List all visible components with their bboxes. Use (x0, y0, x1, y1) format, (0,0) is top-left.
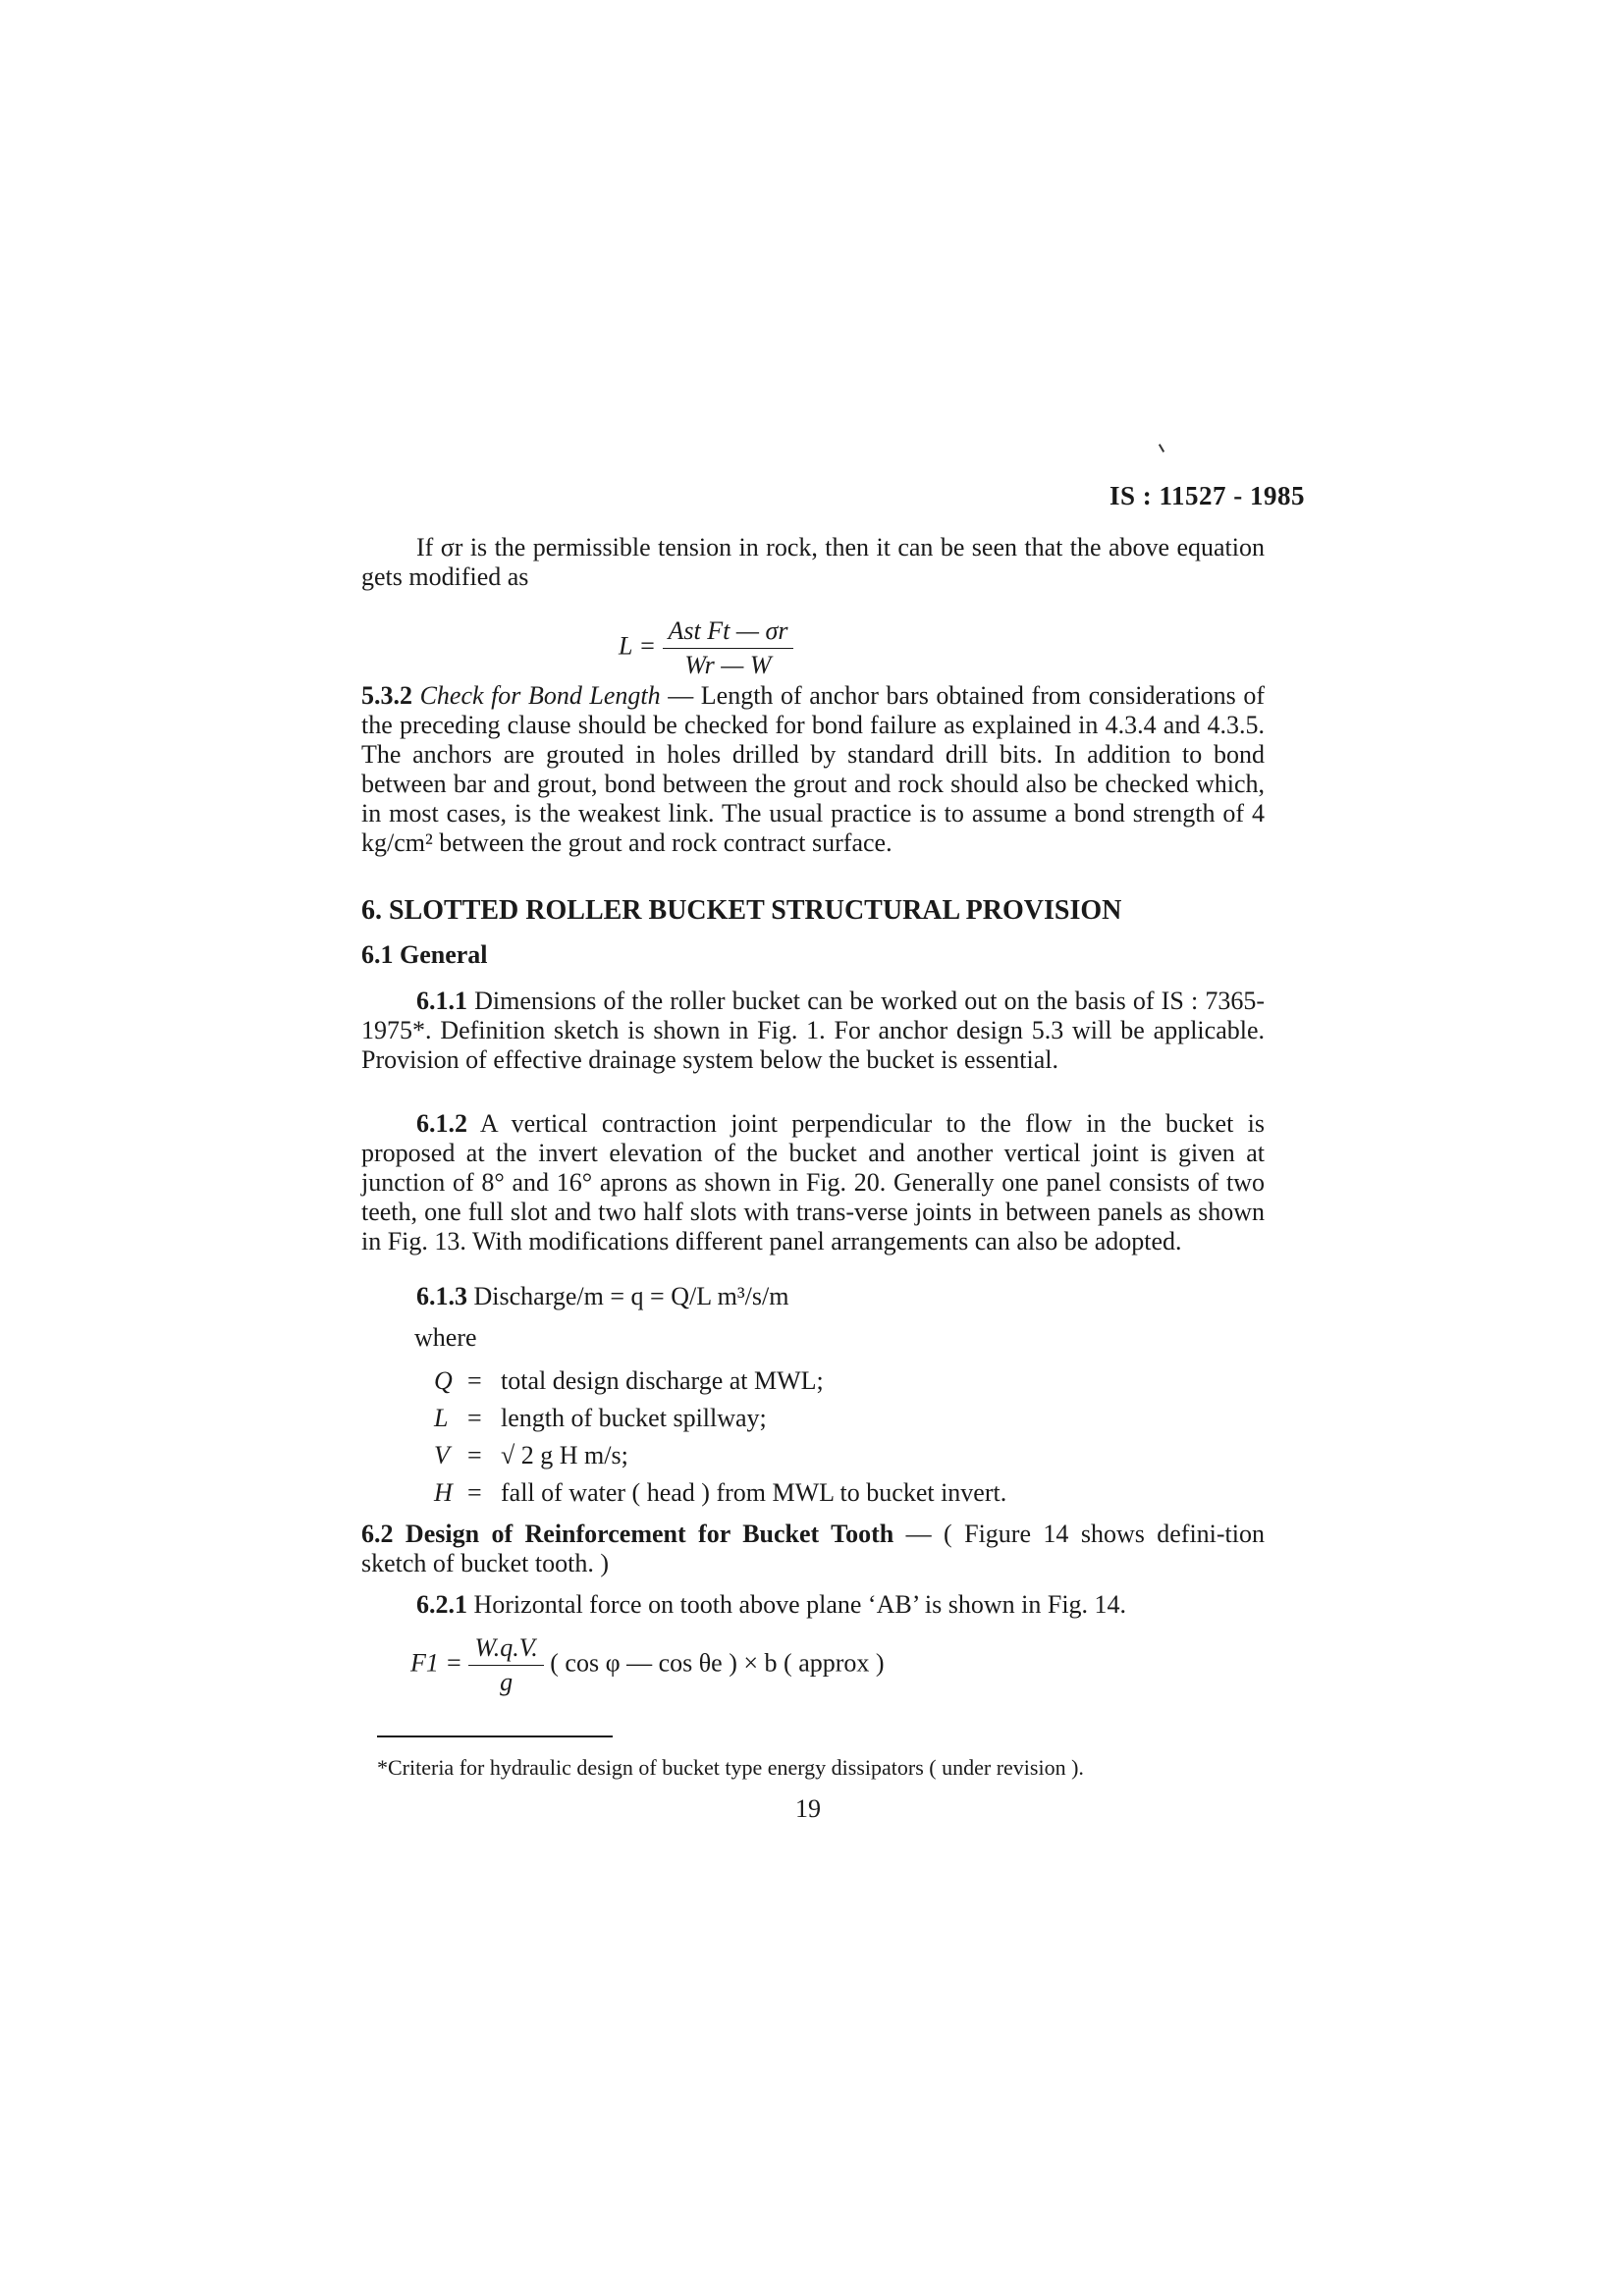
equation-L-numerator: Ast Ft — σr (663, 616, 794, 649)
definition-equals: = (467, 1478, 482, 1507)
section-6-heading: 6. SLOTTED ROLLER BUCKET STRUCTURAL PROVISION (361, 895, 1122, 926)
section-title: Check for Bond Length (419, 681, 661, 710)
scan-mark (1159, 444, 1164, 453)
equation-F1-rest: ( cos φ — cos θe ) × b ( approx ) (550, 1648, 885, 1678)
definition-description: fall of water ( head ) from MWL to bucket invert. (501, 1478, 1007, 1507)
definition-equals: = (467, 1404, 482, 1432)
definition-row (434, 1362, 1006, 1400)
section-number: 6.2.1 (416, 1590, 467, 1619)
definition-symbol: V (434, 1441, 450, 1469)
page-number: 19 (795, 1794, 821, 1823)
footnote: *Criteria for hydraulic design of bucket type energy dissipators ( under revision ). (377, 1755, 1084, 1780)
where-label (414, 1323, 611, 1353)
section-6-1-3 (361, 1282, 1265, 1311)
section-number: 6.1.1 (416, 987, 467, 1015)
definition-row (434, 1437, 1006, 1474)
equation-L-lhs: L = (619, 631, 657, 661)
section-6-1-heading: 6.1 General (361, 940, 488, 969)
section-text: A vertical contraction joint perpendicular to the flow in the bucket is proposed at the invert elevation of the bucket and another vertical joint is given at junction of 8° and 16° aprons as shown in Fig. 20. Generally one panel consists of two teeth, one full slot and two half slots with trans-verse joints in between panels as shown in Fig. 13. With modifications different panel arrangements can also be adopted. (361, 1109, 1265, 1255)
where-text: where (414, 1323, 477, 1352)
section-text: — ( Figure 14 shows defini-tion sketch of bucket tooth. ) (361, 1520, 1265, 1577)
section-6-1-2 (361, 1109, 1265, 1256)
definition-symbol: H (434, 1478, 453, 1507)
equation-L-fraction (663, 616, 794, 680)
section-text: Discharge/m = q = Q/L m³/s/m (467, 1282, 789, 1310)
definition-equals: = (467, 1441, 482, 1469)
section-text: Dimensions of the roller bucket can be worked out on the basis of IS : 7365-1975*. Definition sketch is shown in Fig. 1. For anchor design 5.3 will be applicable. Provision of effective drainage system below the bucket is essential. (361, 987, 1265, 1074)
footnote-divider (377, 1735, 613, 1737)
section-text: — Length of anchor bars obtained from considerations of the preceding clause should be checked for bond failure as explained in 4.3.4 and 4.3.5. The anchors are grouted in holes drilled by standard drill bits. In addition to bond between bar and grout, bond between the grout and rock should also be checked which, in most cases, is the weakest link. The usual practice is to assume a bond strength of 4 kg/cm² between the grout and rock contract surface. (361, 681, 1265, 857)
intro-text: If σr is the permissible tension in rock, then it can be seen that the above equation gets modified as (361, 533, 1265, 591)
section-6-2-1 (361, 1590, 1265, 1620)
equation-F1-denominator: g (500, 1668, 514, 1696)
equation-F1-lhs: F1 = (410, 1648, 462, 1678)
section-number: 6.1.2 (416, 1109, 467, 1138)
intro-paragraph (361, 533, 1265, 592)
section-6-2 (361, 1520, 1265, 1578)
definition-equals: = (467, 1366, 482, 1395)
section-title: 6.2 Design of Reinforcement for Bucket Tooth (361, 1520, 894, 1548)
definition-symbol: L (434, 1404, 449, 1432)
section-6-1-1 (361, 987, 1265, 1075)
standard-code-header: IS : 11527 - 1985 (1109, 481, 1306, 510)
section-number: 5.3.2 (361, 681, 412, 710)
definitions-list (434, 1362, 1006, 1512)
equation-F1-fraction (468, 1633, 543, 1697)
definition-row (434, 1474, 1006, 1512)
section-number: 6.1.3 (416, 1282, 467, 1310)
section-text: Horizontal force on tooth above plane ‘AB’ is shown in Fig. 14. (467, 1590, 1127, 1619)
equation-F1-numerator: W.q.V. (468, 1633, 543, 1666)
section-5-3-2 (361, 681, 1265, 858)
equation-L (619, 616, 793, 680)
definition-description: total design discharge at MWL; (501, 1366, 824, 1395)
definition-description: length of bucket spillway; (501, 1404, 767, 1432)
definition-description: √ 2 g H m/s; (501, 1441, 628, 1469)
definition-row (434, 1400, 1006, 1437)
equation-F1 (410, 1633, 885, 1697)
equation-L-denominator: Wr — W (684, 651, 772, 679)
definition-symbol: Q (434, 1366, 453, 1395)
